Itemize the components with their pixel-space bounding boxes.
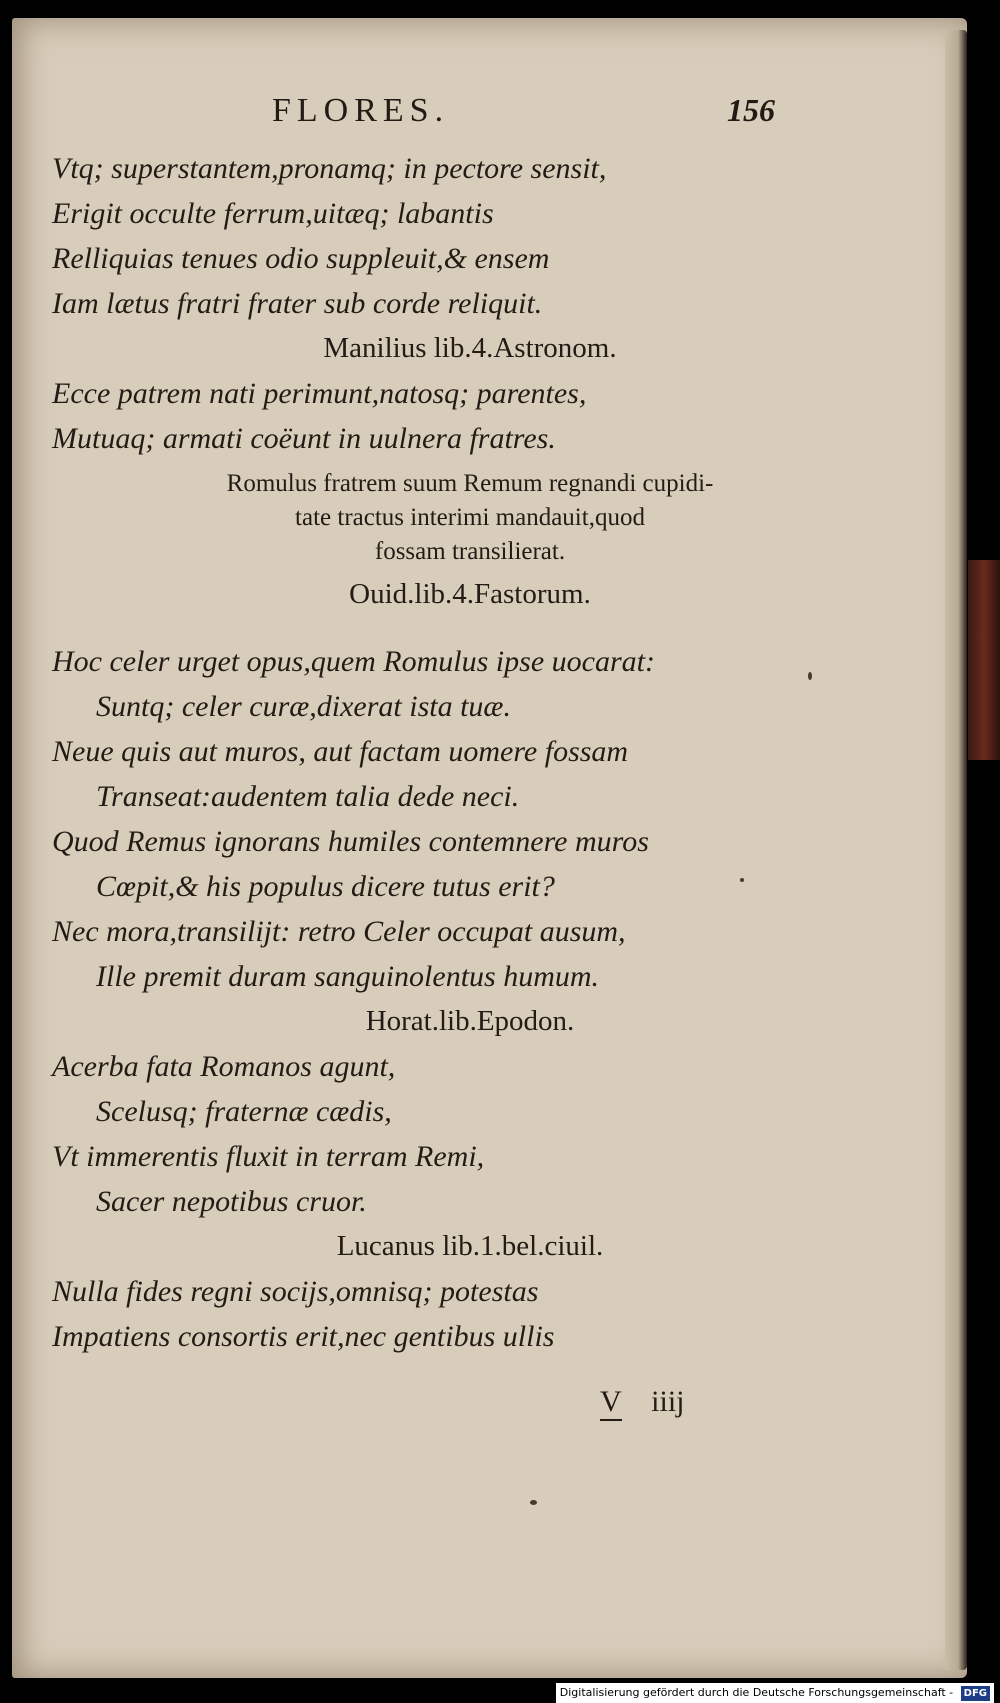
signature-letter: V — [600, 1385, 622, 1421]
verse-line: Neue quis aut muros, aut factam uomere fossam — [52, 735, 629, 768]
page-header — [0, 92, 960, 142]
verse-line: Relliquias tenues odio suppleuit,& ensem — [52, 242, 550, 275]
page-number: 156 — [727, 92, 775, 128]
verse-line: Vtq; superstantem,pronamq; in pectore sensit, — [52, 152, 607, 185]
verse-line: Scelusq; fraternæ cædis, — [96, 1095, 392, 1128]
ink-speck — [530, 1500, 537, 1505]
verse-line: Hoc celer urget opus,quem Romulus ipse uocarat: — [52, 645, 655, 678]
verse-line: Sacer nepotibus cruor. — [96, 1185, 367, 1218]
verse-line: Nulla fides regni socijs,omnisq; potestas — [52, 1275, 539, 1308]
note-line: tate tractus interimi mandauit,quod — [295, 504, 645, 531]
note-line: fossam transilierat. — [374, 538, 566, 565]
verse-line: Acerba fata Romanos agunt, — [52, 1050, 396, 1083]
dfg-logo: DFG — [961, 1686, 990, 1701]
verse-line: Nec mora,transilijt: retro Celer occupat ausum, — [52, 915, 626, 948]
digitization-credit — [556, 1683, 994, 1703]
verse-line: Vt immerentis fluxit in terram Remi, — [52, 1140, 485, 1173]
signature-numeral: iiij — [651, 1385, 685, 1418]
source-heading: Manilius lib.4.Astronom. — [323, 332, 617, 364]
verse-line: Impatiens consortis erit,nec gentibus ullis — [52, 1320, 555, 1353]
verse-line: Iam lætus fratri frater sub corde reliquit. — [52, 287, 543, 320]
page-edge — [945, 30, 967, 1670]
verse-line: Suntq; celer curæ,dixerat ista tuæ. — [96, 690, 511, 723]
source-heading: Lucanus lib.1.bel.ciuil. — [336, 1230, 604, 1262]
running-title: FLORES. — [272, 92, 450, 129]
verse-line: Ecce patrem nati perimunt,natosq; parentes, — [52, 377, 587, 410]
note-line: Romulus fratrem suum Remum regnandi cupidi- — [226, 470, 714, 497]
verse-line: Erigit occulte ferrum,uitæq; labantis — [52, 197, 494, 230]
verse-line: Transeat:audentem talia dede neci. — [96, 780, 520, 813]
signature-mark — [600, 1385, 685, 1421]
ink-speck — [808, 672, 812, 680]
verse-line: Mutuaq; armati coëunt in uulnera fratres. — [52, 422, 556, 455]
verse-line: Quod Remus ignorans humiles contemnere muros — [52, 825, 649, 858]
binding-stripe — [968, 560, 1000, 760]
source-heading: Horat.lib.Epodon. — [365, 1005, 575, 1037]
verse-line: Cœpit,& his populus dicere tutus erit? — [96, 870, 555, 903]
ink-speck — [740, 878, 744, 882]
source-heading: Ouid.lib.4.Fastorum. — [349, 578, 591, 610]
credit-text: Digitalisierung gefördert durch die Deutsche Forschungsgemeinschaft - — [559, 1686, 954, 1699]
verse-line: Ille premit duram sanguinolentus humum. — [96, 960, 600, 993]
